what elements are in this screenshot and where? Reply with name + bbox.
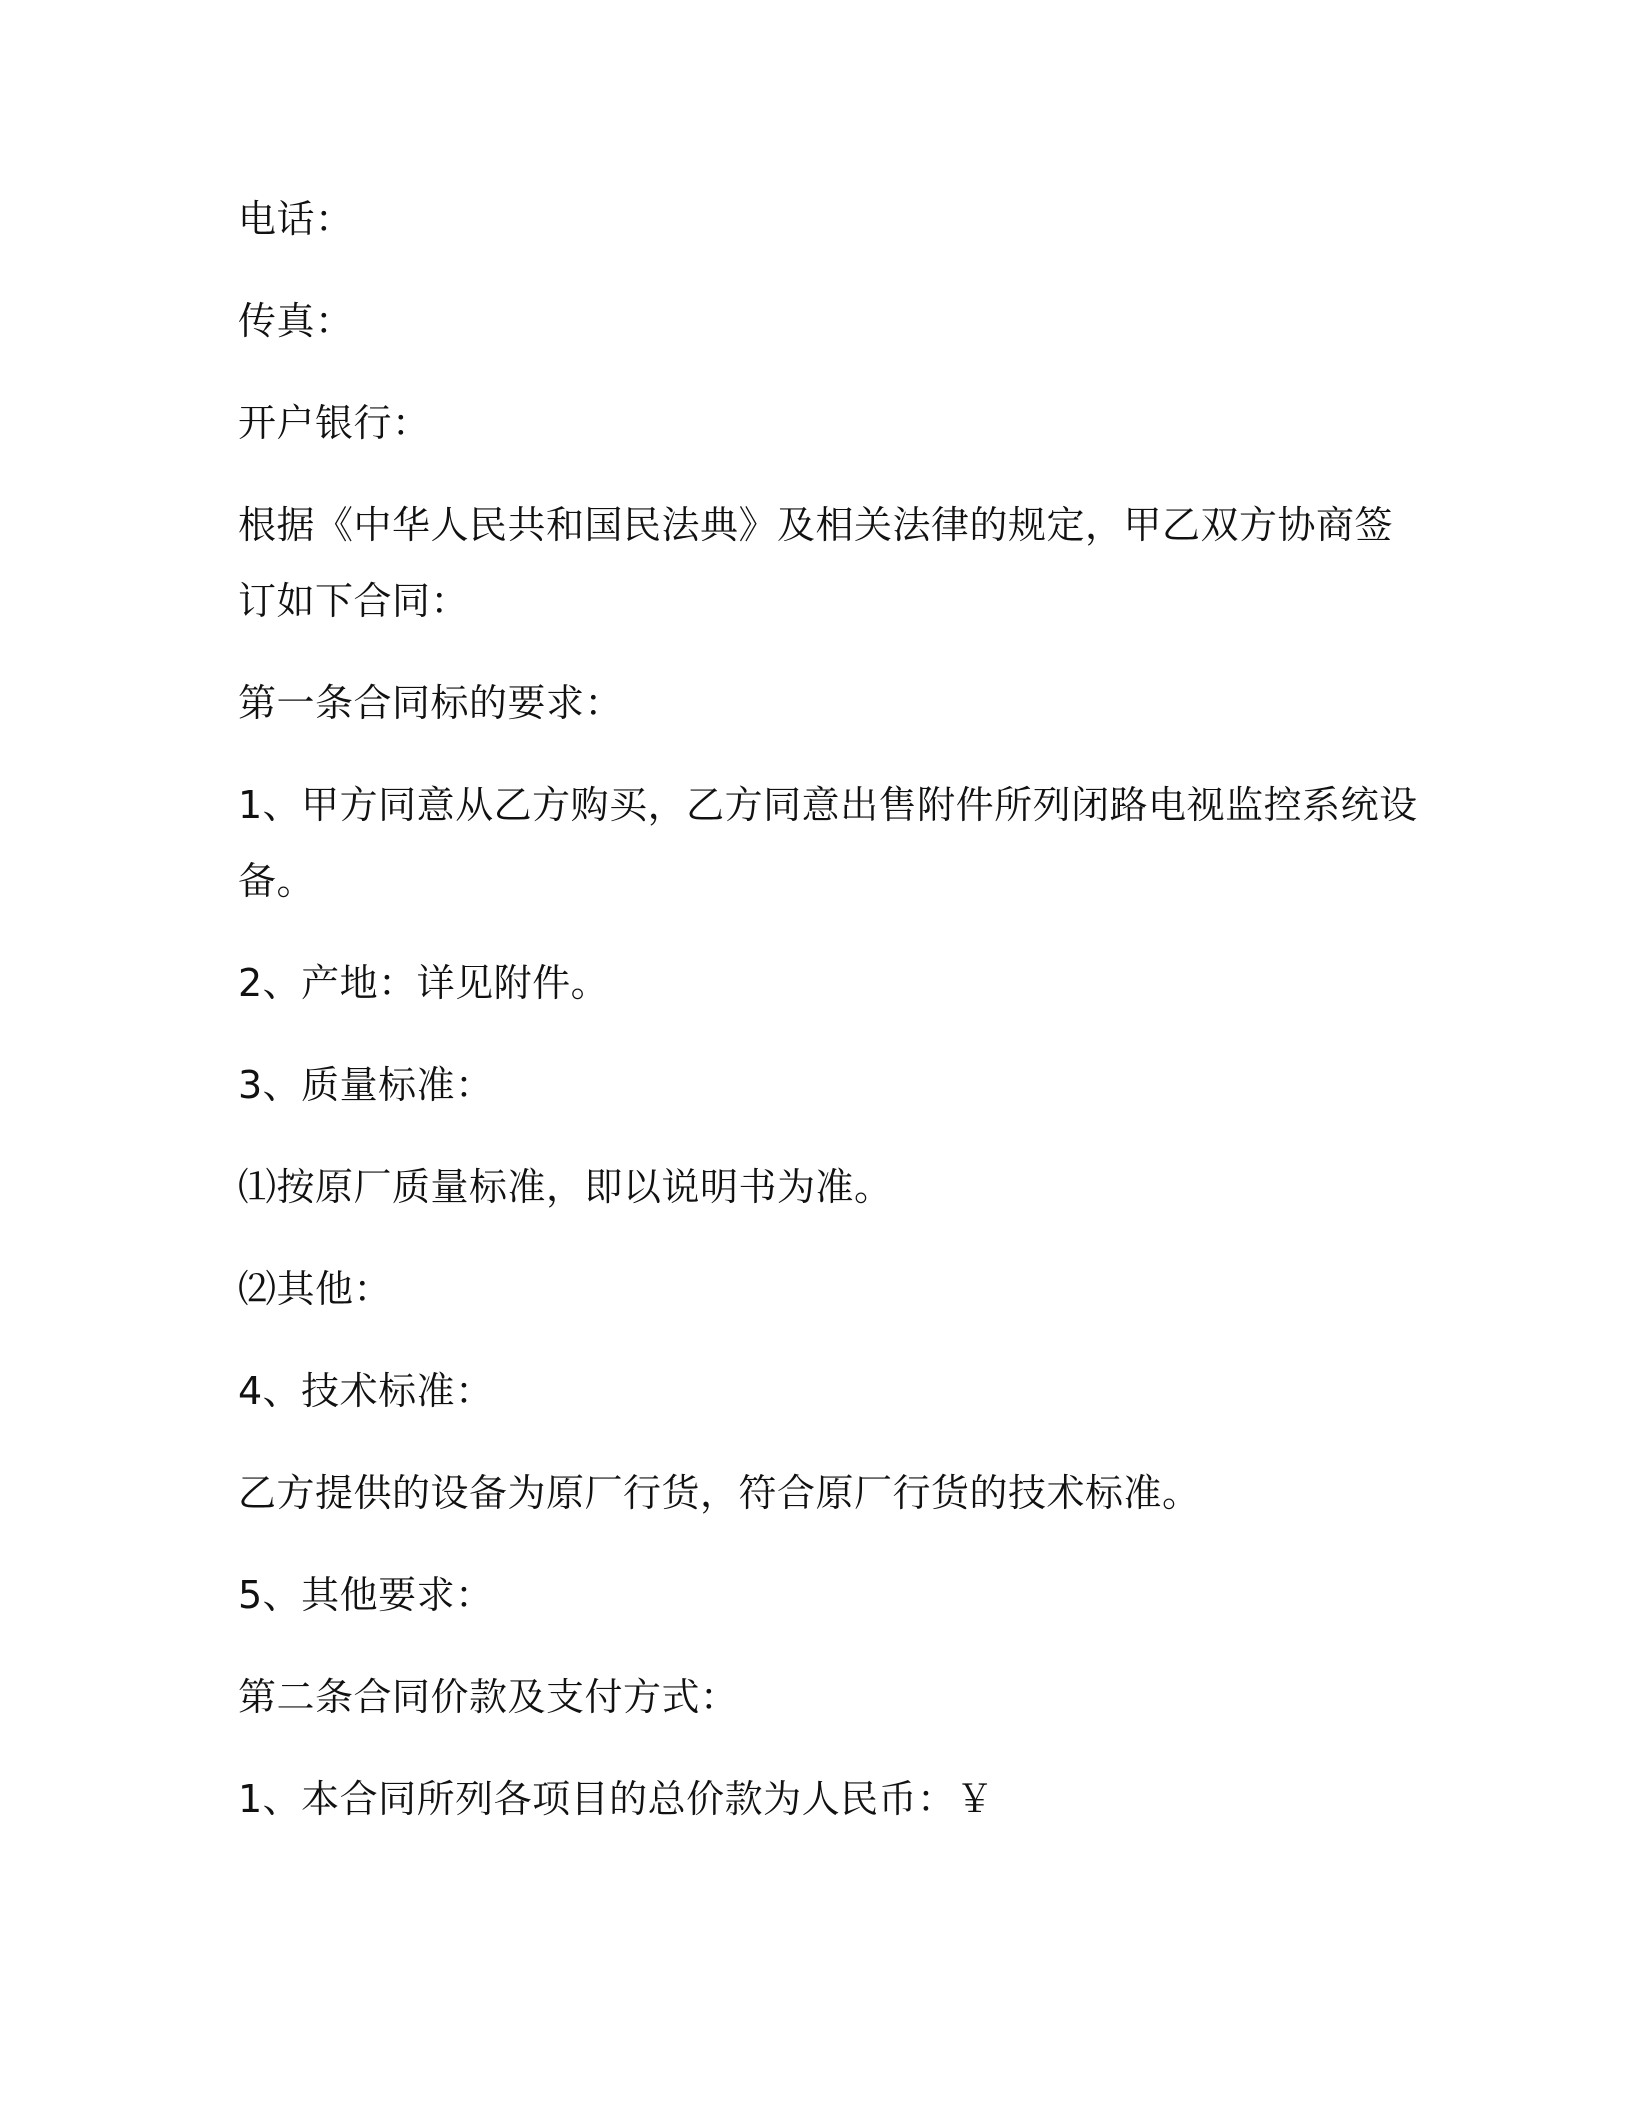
clause-1-4-text: 乙方提供的设备为原厂行货，符合原厂行货的技术标准。 [238,1471,1201,1515]
clause-1-4: 4、技术标准： [238,1369,494,1413]
article-2-heading: 第二条合同价款及支付方式： [238,1675,739,1719]
fax-label: 传真： [238,299,354,343]
clause-1-2: 2、产地：详见附件。 [238,961,610,1005]
preamble-line-2: 订如下合同： [238,579,470,623]
clause-1-3: 3、质量标准： [238,1063,494,1107]
article-1-heading: 第一条合同标的要求： [238,681,624,725]
clause-1-3-item-2: ⑵其他： [238,1267,393,1311]
bank-label: 开户银行： [238,401,431,445]
clause-1-5: 5、其他要求： [238,1573,494,1617]
clause-2-1: 1、本合同所列各项目的总价款为人民币：￥ [238,1777,995,1821]
clause-1-3-item-1: ⑴按原厂质量标准，即以说明书为准。 [238,1165,893,1209]
preamble-line-1: 根据《中华人民共和国民法典》及相关法律的规定，甲乙双方协商签 [238,503,1394,547]
clause-1-1-line-1: 1、甲方同意从乙方购买，乙方同意出售附件所列闭路电视监控系统设 [238,783,1418,827]
phone-label: 电话： [238,197,354,241]
clause-1-1-line-2: 备。 [238,859,316,903]
